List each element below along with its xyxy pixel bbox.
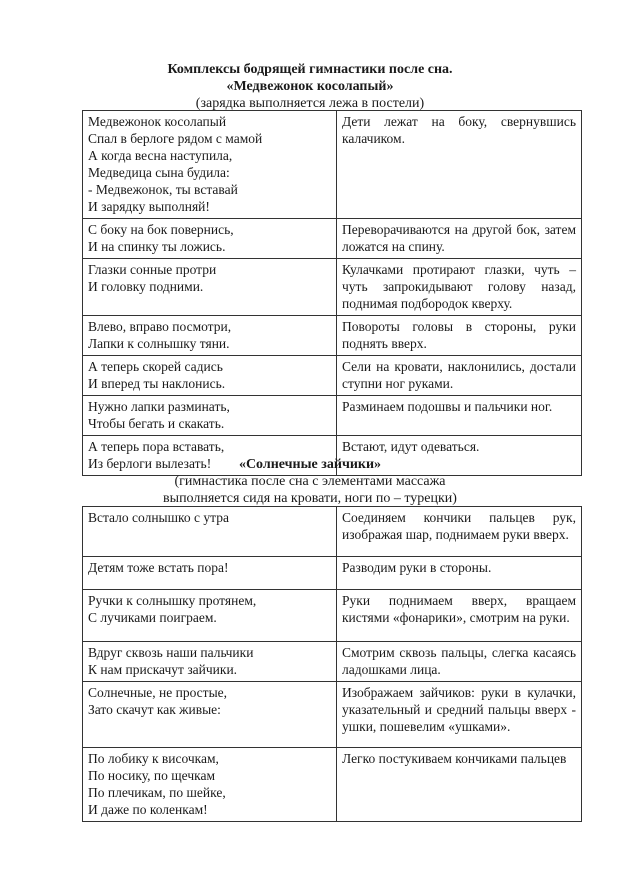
poem-line: По носику, по щечкам bbox=[88, 768, 215, 783]
exercise-table-1-body bbox=[83, 111, 582, 476]
poem-cell bbox=[83, 557, 337, 590]
table-row bbox=[83, 396, 582, 436]
table-row bbox=[83, 748, 582, 822]
poem-line: Солнечные, не простые, bbox=[88, 685, 228, 700]
poem-line: С боку на бок повернись, bbox=[88, 222, 234, 237]
instruction-cell: Сели на кровати, наклонились, достали ступни ног руками. bbox=[337, 356, 582, 396]
poem-cell bbox=[83, 507, 337, 557]
table-row bbox=[83, 259, 582, 316]
instruction-cell: Соединяем кончики пальцев рук, изображая шар, поднимаем руки вверх. bbox=[337, 507, 582, 557]
instruction-cell: Дети лежат на боку, свернувшись калачиком. bbox=[337, 111, 582, 219]
section2-title: «Солнечные зайчики» bbox=[238, 457, 382, 472]
poem-cell bbox=[83, 396, 337, 436]
poem-line: Медвежонок косолапый bbox=[88, 114, 227, 129]
instruction-cell: Встают, идут одеваться. bbox=[337, 436, 582, 476]
poem-line: И вперед ты наклонись. bbox=[88, 376, 226, 391]
section1-subtitle: «Медвежонок косолапый» bbox=[226, 79, 394, 94]
poem-line: А теперь пора вставать, bbox=[88, 439, 225, 454]
poem-line: Зато скачут как живые: bbox=[88, 702, 221, 717]
poem-cell bbox=[83, 219, 337, 259]
poem-line: И головку подними. bbox=[88, 279, 204, 294]
poem-line: С лучиками поиграем. bbox=[88, 610, 217, 625]
section1-note: (зарядка выполняется лежа в постели) bbox=[195, 96, 425, 111]
poem-cell bbox=[83, 356, 337, 396]
poem-line: К нам прискачут зайчики. bbox=[88, 662, 238, 677]
poem-line: И на спинку ты ложись. bbox=[88, 239, 226, 254]
table-row bbox=[83, 507, 582, 557]
poem-cell bbox=[83, 590, 337, 642]
poem-line: А теперь скорей садись bbox=[88, 359, 223, 374]
poem-line: По лобику к височкам, bbox=[88, 751, 219, 766]
poem-cell bbox=[83, 682, 337, 748]
instruction-cell: Переворачиваются на другой бок, затем ложатся на спину. bbox=[337, 219, 582, 259]
poem-line: И даже по коленкам! bbox=[88, 802, 208, 817]
poem-cell bbox=[83, 259, 337, 316]
poem-cell bbox=[83, 642, 337, 682]
poem-line: Вдруг сквозь наши пальчики bbox=[88, 645, 254, 660]
poem-line: Нужно лапки разминать, bbox=[88, 399, 230, 414]
exercise-table-2 bbox=[82, 506, 582, 822]
poem-line: По плечикам, по шейке, bbox=[88, 785, 226, 800]
instruction-cell: Разводим руки в стороны. bbox=[337, 557, 582, 590]
exercise-table-1 bbox=[82, 110, 582, 476]
table-row bbox=[83, 316, 582, 356]
poem-line: Ручки к солнышку протянем, bbox=[88, 593, 257, 608]
table-row bbox=[83, 356, 582, 396]
poem-cell bbox=[83, 748, 337, 822]
table-row bbox=[83, 111, 582, 219]
poem-line: - Медвежонок, ты вставай bbox=[88, 182, 238, 197]
instruction-cell: Кулачками протирают глазки, чуть – чуть запрокидывают голову назад, поднимая подбородок кверху. bbox=[337, 259, 582, 316]
poem-line: Медведица сына будила: bbox=[88, 165, 230, 180]
poem-line: Влево, вправо посмотри, bbox=[88, 319, 232, 334]
poem-line: Лапки к солнышку тяни. bbox=[88, 336, 230, 351]
instruction-cell: Повороты головы в стороны, руки поднять вверх. bbox=[337, 316, 582, 356]
poem-line: Из берлоги вылезать! bbox=[88, 456, 212, 471]
section1-title: Комплексы бодрящей гимнастики после сна. bbox=[167, 62, 453, 77]
poem-line: Детям тоже встать пора! bbox=[88, 560, 229, 575]
table-row bbox=[83, 682, 582, 748]
poem-line: Чтобы бегать и скакать. bbox=[88, 416, 225, 431]
table-row bbox=[83, 642, 582, 682]
section2-note-line1: (гимнастика после сна с элементами массажа bbox=[174, 474, 446, 489]
poem-line: А когда весна наступила, bbox=[88, 148, 233, 163]
instruction-cell: Смотрим сквозь пальцы, слегка касаясь ладошками лица. bbox=[337, 642, 582, 682]
poem-line: Глазки сонные протри bbox=[88, 262, 217, 277]
table-row bbox=[83, 557, 582, 590]
poem-line: Спал в берлоге рядом с мамой bbox=[88, 131, 263, 146]
section2-note-line2: выполняется сидя на кровати, ноги по – турецки) bbox=[163, 491, 457, 506]
instruction-cell: Легко постукиваем кончиками пальцев bbox=[337, 748, 582, 822]
instruction-cell: Изображаем зайчиков: руки в кулачки, указательный и средний пальцы вверх - ушки, пошевелим «ушками». bbox=[337, 682, 582, 748]
exercise-table-2-body bbox=[83, 507, 582, 822]
poem-cell bbox=[83, 111, 337, 219]
poem-line: И зарядку выполняй! bbox=[88, 199, 210, 214]
table-row bbox=[83, 219, 582, 259]
instruction-cell: Разминаем подошвы и пальчики ног. bbox=[337, 396, 582, 436]
poem-line: Встало солнышко с утра bbox=[88, 510, 229, 525]
instruction-cell: Руки поднимаем вверх, вращаем кистями «фонарики», смотрим на руки. bbox=[337, 590, 582, 642]
table-row bbox=[83, 590, 582, 642]
poem-cell bbox=[83, 316, 337, 356]
